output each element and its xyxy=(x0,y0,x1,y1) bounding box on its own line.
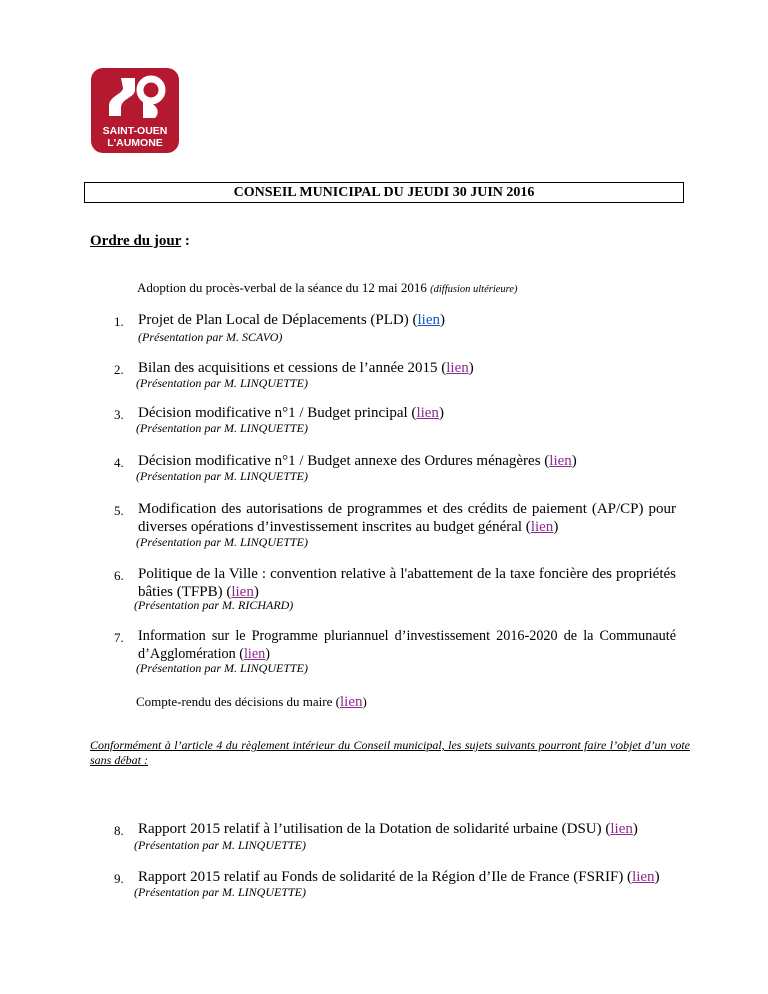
item-text-body: Politique de la Ville : convention relative à l'abattement de la taxe foncière des propriétés bâties (TFPB) ( xyxy=(138,566,676,600)
item-number: 2. xyxy=(114,362,124,377)
item-text-close: ) xyxy=(571,453,577,469)
item-text-close: ) xyxy=(265,646,270,662)
item-text xyxy=(138,452,676,470)
item-text-body: Décision modificative n°1 / Budget annexe des Ordures ménagères ( xyxy=(138,453,550,469)
item-presenter: (Présentation par M. LINQUETTE) xyxy=(136,661,308,675)
item-text-body: Projet de Plan Local de Déplacements (PLD) ( xyxy=(138,312,418,328)
item-presenter: (Présentation par M. LINQUETTE) xyxy=(134,838,306,852)
logo-line2: L'AUMONE xyxy=(107,137,163,149)
item-text-close: ) xyxy=(632,821,638,837)
item-link[interactable]: lien xyxy=(243,646,266,662)
item-number: 8. xyxy=(114,823,124,838)
vote-notice xyxy=(90,738,690,768)
item-number: 3. xyxy=(114,407,124,422)
item-link[interactable]: lien xyxy=(446,360,469,376)
item-text-body: Bilan des acquisitions et cessions de l’année 2015 ( xyxy=(138,360,447,376)
item-link[interactable]: lien xyxy=(417,312,440,328)
compte-rendu-line xyxy=(136,694,367,711)
item-link[interactable]: lien xyxy=(610,821,633,837)
item-text-body: Information sur le Programme pluriannuel d’investissement 2016-2020 de la Communauté d’Agglomération ( xyxy=(138,628,676,662)
item-presenter: (Présentation par M. LINQUETTE) xyxy=(134,885,306,899)
item-presenter: (Présentation par M. SCAVO) xyxy=(138,330,283,344)
item-text xyxy=(138,404,676,422)
vote-notice-tail: : xyxy=(141,753,148,767)
item-link[interactable]: lien xyxy=(549,453,572,469)
item-text-body: Rapport 2015 relatif au Fonds de solidarité de la Région d’Ile de France (FSRIF) ( xyxy=(138,869,633,885)
item-number: 6. xyxy=(114,568,124,583)
item-number: 9. xyxy=(114,871,124,886)
item-text xyxy=(138,311,676,329)
item-text xyxy=(138,820,698,838)
item-presenter: (Présentation par M. RICHARD) xyxy=(134,598,294,612)
item-text-body: Modification des autorisations de programmes et des crédits de paiement (AP/CP) pour diverses opérations d’investissement inscrites au budget général ( xyxy=(138,501,676,535)
item-presenter: (Présentation par M. LINQUETTE) xyxy=(136,469,308,483)
item-text-close: ) xyxy=(438,405,444,421)
agenda-heading-label: Ordre du jour xyxy=(90,233,182,249)
item-link[interactable]: lien xyxy=(632,869,655,885)
item-text-close: ) xyxy=(468,360,474,376)
logo-line1: SAINT-OUEN xyxy=(102,125,168,137)
item-number: 1. xyxy=(114,314,124,329)
page-title: CONSEIL MUNICIPAL DU JEUDI 30 JUIN 2016 xyxy=(84,182,684,203)
compte-rendu-text: Compte-rendu des décisions du maire ( xyxy=(136,694,340,709)
item-text-close: ) xyxy=(553,519,559,535)
item-presenter: (Présentation par M. LINQUETTE) xyxy=(136,376,308,390)
vote-notice-text: Conformément à l’article 4 du règlement intérieur du Conseil municipal, les sujets suivants pourront faire l’objet d’un vote sans débat xyxy=(90,738,690,767)
item-link[interactable]: lien xyxy=(231,584,254,600)
compte-rendu-close: ) xyxy=(362,694,367,709)
compte-rendu-link[interactable]: lien xyxy=(339,694,363,710)
adoption-note: (diffusion ultérieure) xyxy=(430,284,518,295)
item-text xyxy=(138,359,676,377)
agenda-heading xyxy=(90,233,190,250)
item-number: 4. xyxy=(114,455,124,470)
item-text-body: Rapport 2015 relatif à l’utilisation de la Dotation de solidarité urbaine (DSU) ( xyxy=(138,821,611,837)
item-text-close: ) xyxy=(654,869,660,885)
item-number: 7. xyxy=(114,630,124,645)
item-text-body: Décision modificative n°1 / Budget principal ( xyxy=(138,405,417,421)
item-link[interactable]: lien xyxy=(416,405,439,421)
item-text xyxy=(138,500,676,536)
item-text xyxy=(138,868,698,886)
item-presenter: (Présentation par M. LINQUETTE) xyxy=(136,535,308,549)
saint-ouen-logo xyxy=(91,68,179,153)
item-text-close: ) xyxy=(253,584,259,600)
item-presenter: (Présentation par M. LINQUETTE) xyxy=(136,421,308,435)
item-number: 5. xyxy=(114,503,124,518)
adoption-text: Adoption du procès-verbal de la séance du 12 mai 2016 xyxy=(137,280,431,295)
adoption-line xyxy=(137,280,518,296)
item-text-close: ) xyxy=(440,312,445,328)
item-link[interactable]: lien xyxy=(530,519,554,535)
item-text xyxy=(138,627,676,663)
item-text xyxy=(138,565,676,601)
agenda-heading-suffix: : xyxy=(181,233,190,249)
